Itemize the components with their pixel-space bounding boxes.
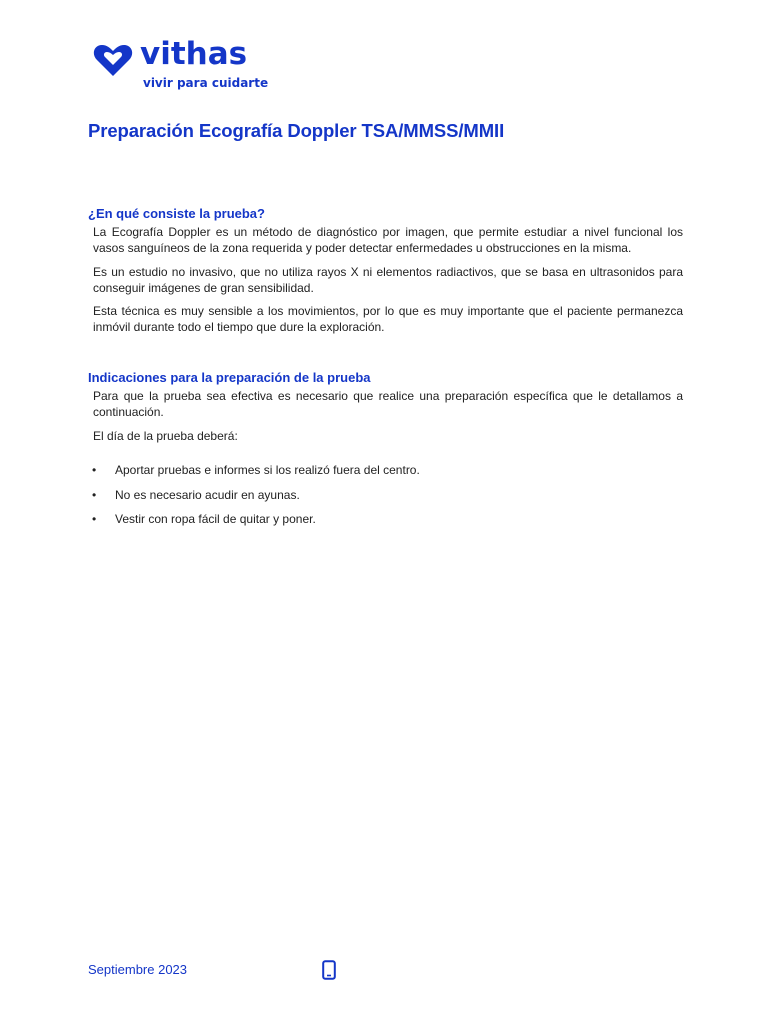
mobile-phone-icon [322,960,336,980]
heart-logo-icon [92,43,134,79]
list-item-text: Aportar pruebas e informes si los realizó fuera del centro. [115,463,420,477]
brand-name: vithas [140,36,248,72]
paragraph: Es un estudio no invasivo, que no utiliza rayos X ni elementos radiactivos, que se basa en ultrasonidos para conseguir imágenes de gran sensibilidad. [93,265,683,295]
list-item-text: Vestir con ropa fácil de quitar y poner. [115,512,316,526]
paragraph: El día de la prueba deberá: [93,429,238,443]
section-heading-indicaciones: Indicaciones para la preparación de la prueba [88,370,371,385]
list-item-text: No es necesario acudir en ayunas. [115,488,300,502]
paragraph: Para que la prueba sea efectiva es necesario que realice una preparación específica que le detallamos a continuación. [93,389,683,419]
section-heading-que-consiste: ¿En qué consiste la prueba? [88,206,265,221]
paragraph: Esta técnica es muy sensible a los movimientos, por lo que es muy importante que el paciente permanezca inmóvil durante todo el tiempo que dure la exploración. [93,304,683,334]
brand-tagline: vivir para cuidarte [143,76,269,90]
bullet-symbol: • [92,512,97,526]
paragraph: La Ecografía Doppler es un método de diagnóstico por imagen, que permite estudiar a nivel funcional los vasos sanguíneos de la zona requerida y poder detectar enfermedades u obstrucciones en la misma. [93,225,683,255]
bullet-symbol: • [92,488,97,502]
vithas-logo [92,36,292,94]
footer-date: Septiembre 2023 [88,962,188,977]
bullet-symbol: • [92,463,97,477]
page-title: Preparación Ecografía Doppler TSA/MMSS/MMII [88,120,505,141]
